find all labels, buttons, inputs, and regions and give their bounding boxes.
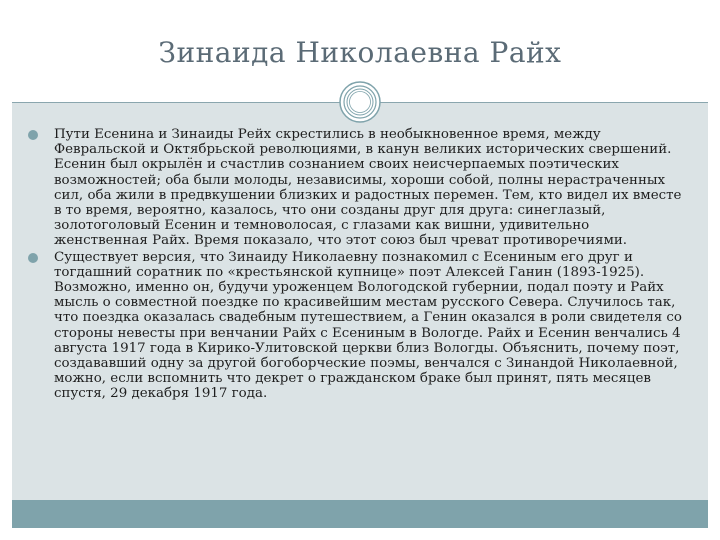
- bullet-text: Существует версия, что Зинаиду Николаевну познакомил с Есениным его друг и тогдашний соратник по «крестьянской купнице» поэт Алексей Ганин (1893-1925). Возможно, именно он, будучи уроженцем Вологодской губернии, подал поэту и Райх мысль о совместной поездке по красивейшим местам русского Севера. Случилось так, что поездка оказалась свадебным путешествием, а Генин оказался в роли свидетеля со стороны невесты при венчании Райх с Есениным в Вологде. Райх и Есенин венчались 4 августа 1917 года в Кирико-Улитовской церкви близ Вологды. Объяснить, почему поэт, создававший одну за другой богоборческие поэмы, венчался с Зинандой Николаевной, можно, если вспомнить что декрет о гражданском браке был принят, пять месяцев спустя, 29 декабря 1917 года.: [54, 249, 682, 402]
- circle-ornament-icon: [338, 80, 382, 124]
- bullet-list: [24, 127, 684, 403]
- bullet-text: Пути Есенина и Зинаиды Рейх скрестились в необыкновенное время, между Февральской и Октябрьской революциями, в канун великих исторических свершений. Есенин был окрылён и счастлив сознанием своих неисчерпаемых поэтических возможностей; оба были молоды, независимы, хороши собой, полны нерастраченных сил, оба жили в предвкушении близких и радостных перемен. Тем, кто видел их вместе в то время, вероятно, казалось, что они созданы друг для друга: синеглазый, золотоголовый Есенин и темноволосая, с глазами как вишни, удивительно женственная Райх. Время показало, что этот союз был чреват противоречиями.: [54, 127, 682, 249]
- bullet-dot-icon: [28, 130, 38, 140]
- bullet-item: [24, 127, 684, 249]
- footer-bar: [12, 500, 708, 528]
- bullet-item: [24, 250, 684, 402]
- slide-title: Зинаида Николаевна Райх: [158, 36, 562, 69]
- bullet-dot-icon: [28, 253, 38, 263]
